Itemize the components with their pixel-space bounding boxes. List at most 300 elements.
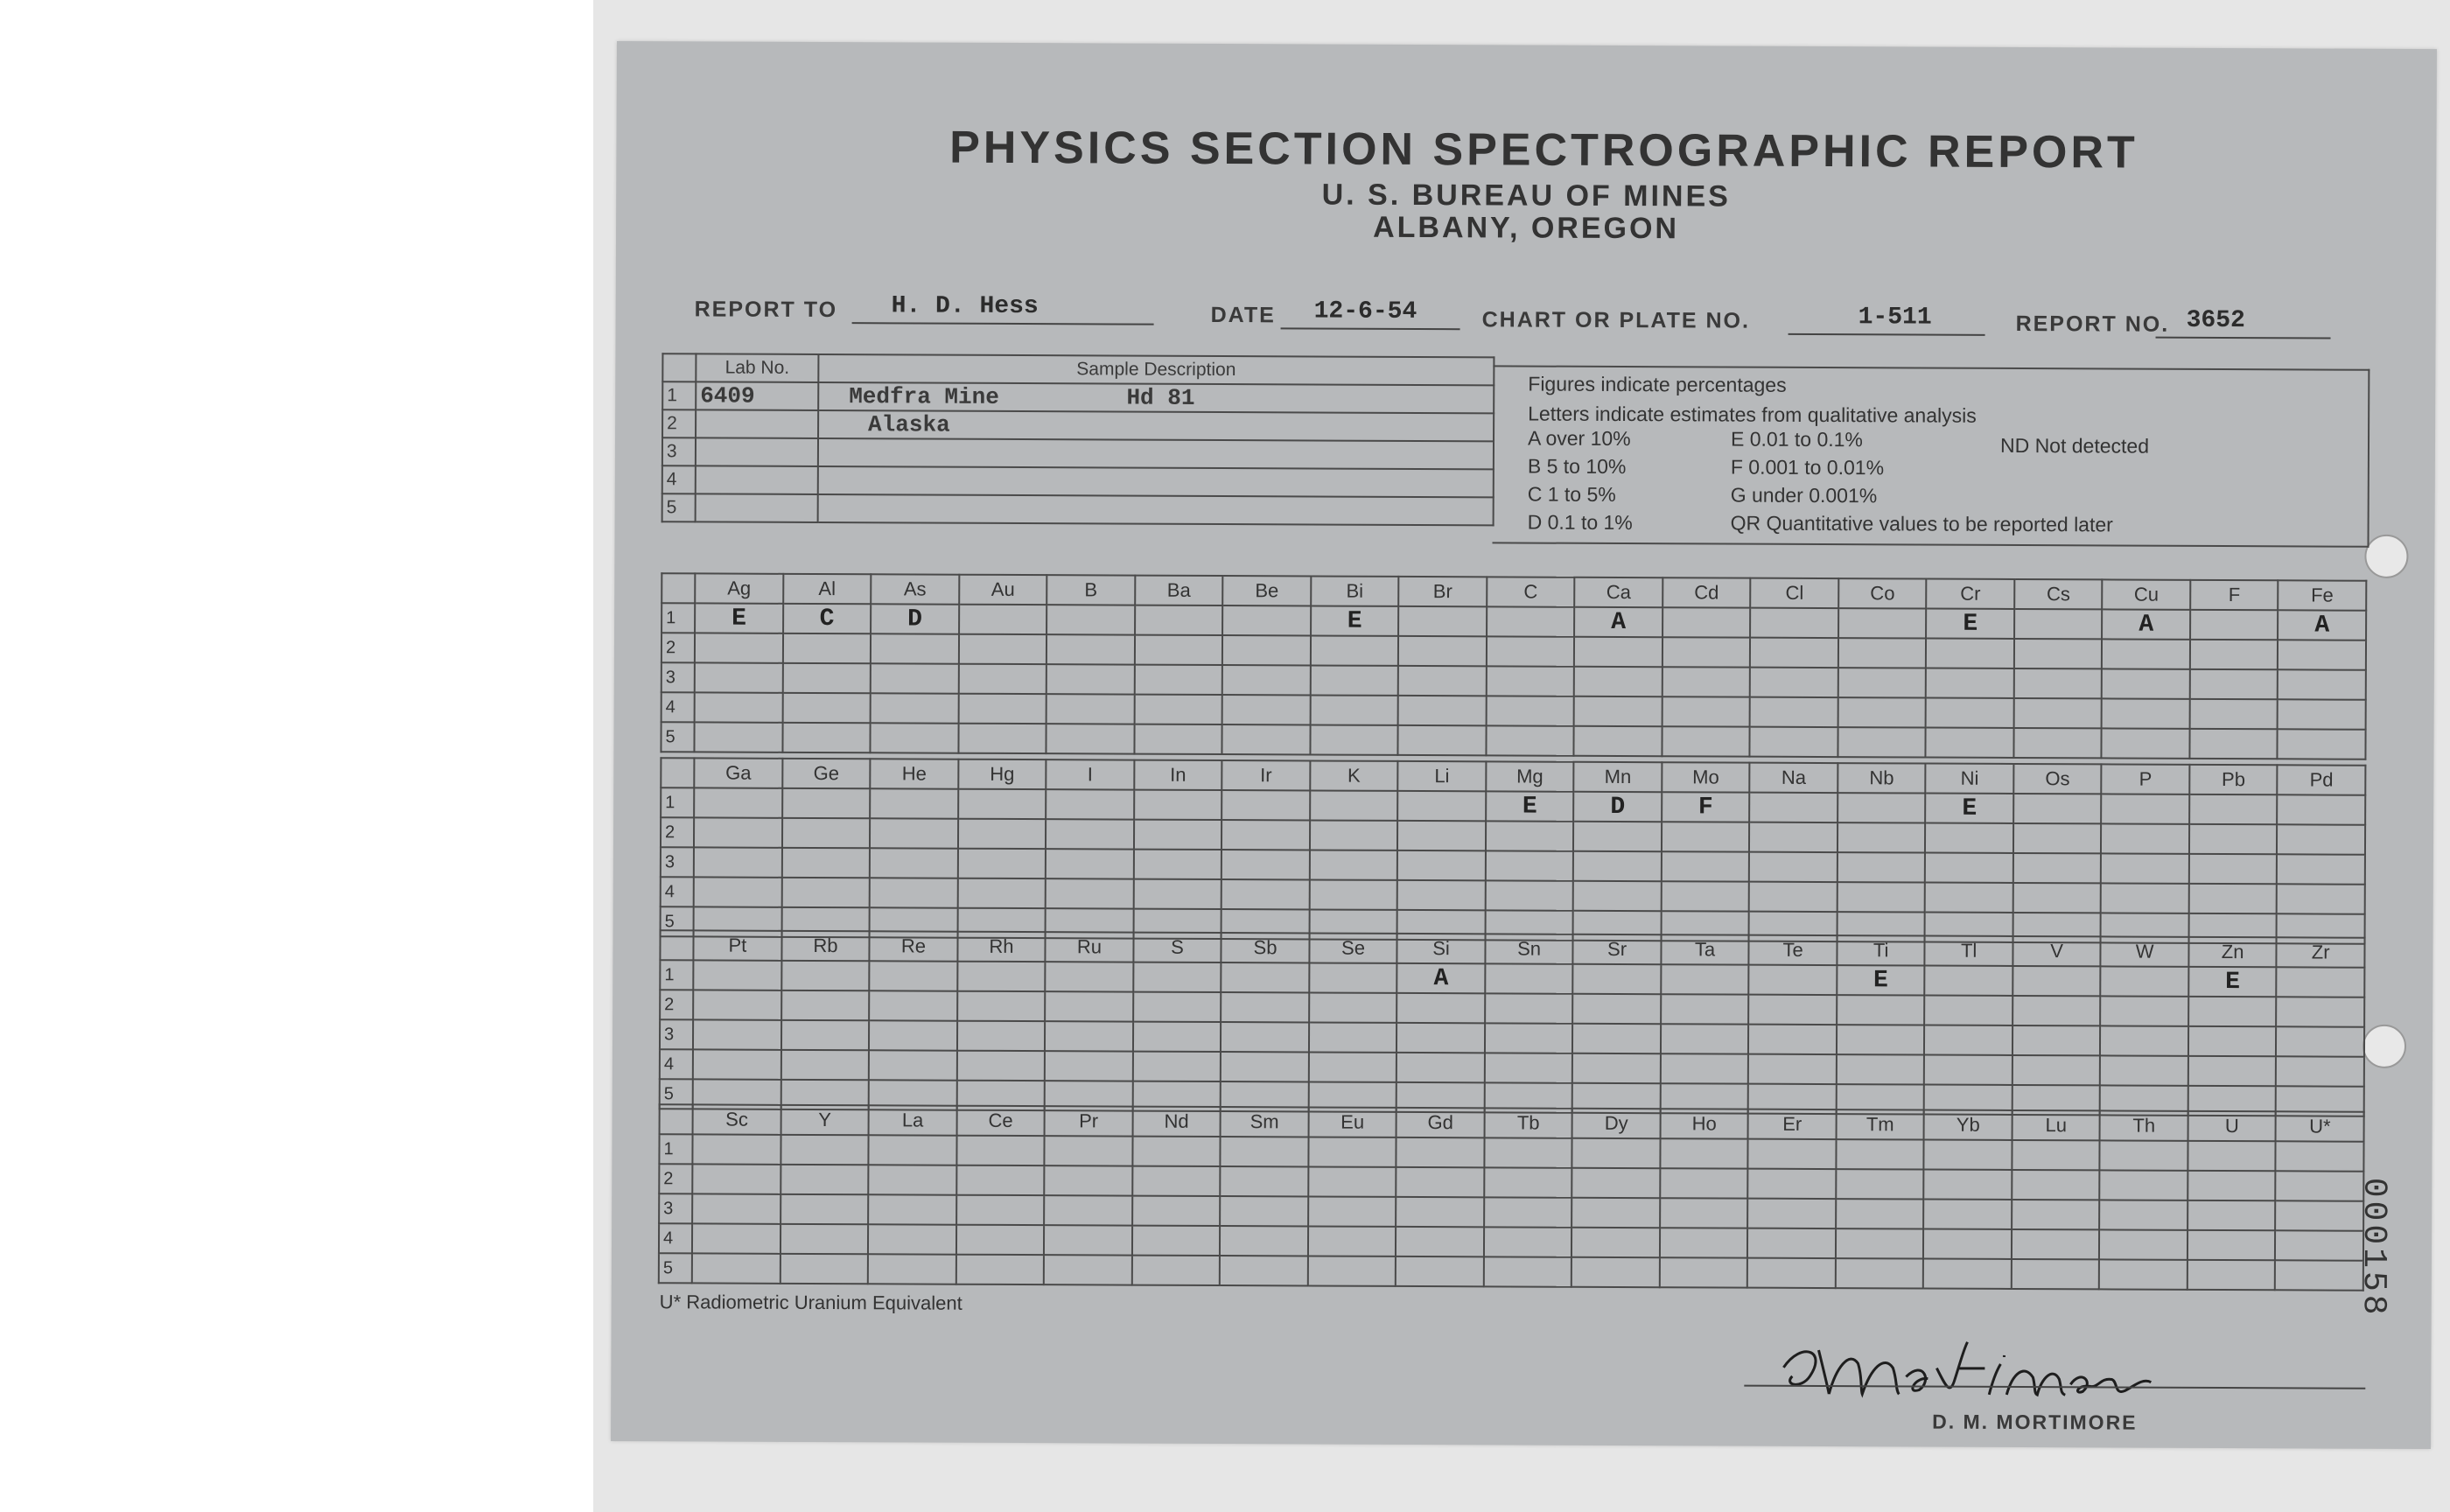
- element-value-cell: [1220, 1256, 1308, 1285]
- element-value-cell: [1487, 636, 1575, 666]
- element-value-cell: [2277, 997, 2365, 1026]
- element-value-cell: [1484, 1227, 1572, 1256]
- element-header: Ta: [1661, 934, 1749, 964]
- element-header: Br: [1399, 577, 1488, 606]
- sample-row-number: 5: [662, 494, 696, 522]
- element-value-cell: [1396, 1197, 1484, 1227]
- sample-row: [662, 410, 1494, 441]
- element-value-cell: [1396, 1138, 1485, 1167]
- element-value-cell: [1397, 880, 1486, 910]
- element-value-cell: [1133, 1052, 1222, 1082]
- element-value-cell: [2013, 728, 2102, 758]
- element-value-cell: [1222, 606, 1311, 635]
- sample-row-number: 2: [662, 410, 696, 438]
- element-value-cell: [2013, 853, 2102, 883]
- element-header: U*: [2276, 1111, 2364, 1141]
- element-value-cell: F: [1662, 792, 1750, 822]
- element-value-cell: [2099, 1229, 2188, 1259]
- element-header: Mg: [1486, 761, 1574, 791]
- element-value-cell: [868, 1224, 956, 1254]
- element-header: Be: [1222, 576, 1311, 606]
- element-value-cell: [1572, 1228, 1660, 1257]
- element-value-cell: [1486, 725, 1574, 755]
- element-value-cell: [2188, 1260, 2276, 1290]
- element-value-cell: [1044, 1225, 1132, 1255]
- element-header: Sm: [1221, 1107, 1309, 1137]
- element-value-cell: [2014, 668, 2103, 698]
- element-value-cell: [957, 878, 1046, 908]
- element-value-cell: [1573, 822, 1662, 851]
- element-value-cell: [692, 1223, 780, 1253]
- element-header: Sc: [693, 1104, 781, 1134]
- element-value-cell: [693, 1049, 781, 1079]
- element-header: Tb: [1484, 1108, 1572, 1138]
- element-value-cell: [958, 664, 1046, 694]
- legend-figures: Figures indicate percentages: [1528, 372, 1787, 396]
- element-value-cell: [1309, 962, 1397, 992]
- lab-no-cell: [696, 438, 818, 466]
- element-value-cell: [1662, 607, 1751, 637]
- element-value-cell: [780, 1165, 869, 1194]
- element-value-cell: [1309, 1022, 1397, 1052]
- element-header: Cr: [1927, 579, 2015, 609]
- element-value-cell: [2099, 1259, 2188, 1289]
- element-header: Zn: [2188, 937, 2277, 967]
- row-number: 5: [660, 1079, 693, 1109]
- element-value-cell: [1661, 1024, 1749, 1054]
- element-header: Ga: [694, 758, 782, 788]
- element-value-cell: [1398, 606, 1487, 636]
- sample-row: [662, 466, 1494, 497]
- row-number: 2: [661, 817, 694, 847]
- element-value-cell: [958, 819, 1046, 849]
- element-value-cell: [1747, 1228, 1836, 1258]
- element-header: Pr: [1045, 1106, 1133, 1136]
- element-value-cell: [2189, 729, 2278, 759]
- element-header: Tm: [1836, 1110, 1924, 1139]
- element-value-cell: [1926, 639, 2014, 668]
- element-value-cell: [1132, 1137, 1221, 1166]
- element-block-2: [660, 757, 2367, 945]
- row-number: 1: [662, 603, 695, 633]
- element-value-cell: [1838, 668, 1927, 697]
- element-value-cell: [1044, 1166, 1132, 1195]
- element-value-cell: [1573, 881, 1662, 911]
- element-value-cell: [1044, 1255, 1132, 1284]
- element-value-cell: [1310, 724, 1398, 754]
- element-value-cell: [1838, 697, 1926, 727]
- element-value-cell: [1925, 853, 2013, 883]
- element-value-cell: [1926, 698, 2014, 728]
- element-header: Pb: [2189, 765, 2278, 794]
- element-value-cell: [1484, 1167, 1572, 1197]
- element-value-cell: [2276, 1200, 2364, 1230]
- element-value-cell: [1308, 1196, 1396, 1226]
- element-value-cell: [2101, 883, 2189, 913]
- element-value-cell: [2189, 884, 2278, 914]
- element-value-cell: [1747, 1199, 1836, 1228]
- chart-plate-underline: [1788, 333, 1985, 336]
- element-header: Fe: [2278, 580, 2367, 610]
- element-value-cell: [1045, 1136, 1133, 1166]
- element-header: I: [1046, 760, 1135, 789]
- element-value-cell: [2012, 996, 2101, 1026]
- element-value-cell: [1748, 1054, 1837, 1084]
- chart-plate-value: 1-511: [1858, 304, 1932, 332]
- element-value-cell: [958, 849, 1046, 878]
- element-value-cell: [870, 788, 958, 818]
- legend-nd: ND Not detected: [1999, 433, 2150, 458]
- element-header: He: [870, 759, 958, 788]
- element-value-cell: [1923, 1200, 2012, 1229]
- report-to-underline: [852, 322, 1154, 326]
- row-number: 2: [662, 633, 695, 662]
- lab-no-cell: [696, 410, 818, 438]
- element-value-cell: [870, 878, 958, 907]
- legend-f: F 0.001 to 0.01%: [1730, 455, 1885, 480]
- element-value-cell: [1134, 695, 1222, 724]
- element-header: As: [871, 574, 959, 604]
- legend-a: A over 10%: [1527, 426, 1631, 451]
- element-value-cell: [1660, 1138, 1748, 1168]
- element-value-cell: [694, 847, 782, 877]
- element-header: C: [1487, 577, 1575, 606]
- sample-row-number: 3: [662, 438, 696, 466]
- element-value-cell: [1045, 1051, 1133, 1081]
- row-number: 5: [659, 1253, 692, 1283]
- element-value-cell: [1748, 1169, 1837, 1199]
- element-value-cell: [2100, 1026, 2188, 1055]
- element-value-cell: [1311, 665, 1399, 695]
- punch-hole-bottom: [2362, 1025, 2406, 1068]
- element-value-cell: [1310, 850, 1398, 879]
- element-header: Ce: [956, 1106, 1045, 1136]
- element-value-cell: [1838, 882, 1926, 912]
- signature-text: [1775, 1315, 1776, 1316]
- element-value-cell: [1836, 1228, 1924, 1258]
- element-header: Au: [959, 575, 1047, 605]
- element-value-cell: [2188, 1056, 2277, 1086]
- element-header: K: [1310, 760, 1398, 790]
- element-value-cell: [2100, 1170, 2188, 1200]
- element-value-cell: [1132, 1196, 1221, 1226]
- element-value-cell: [1836, 1258, 1924, 1288]
- element-value-cell: [2100, 1055, 2188, 1085]
- element-value-cell: [1573, 964, 1662, 994]
- element-value-cell: [782, 723, 871, 752]
- element-header: W: [2101, 936, 2189, 966]
- row-number: 4: [662, 692, 695, 722]
- element-value-cell: [1748, 1025, 1837, 1054]
- element-value-cell: [782, 848, 871, 878]
- row-number: 2: [660, 990, 693, 1019]
- element-value-cell: [958, 694, 1046, 724]
- element-value-cell: [1923, 1259, 2012, 1289]
- element-value-cell: [1222, 850, 1310, 879]
- element-value-cell: E: [1926, 609, 2014, 639]
- element-value-cell: [1749, 852, 1838, 882]
- element-value-cell: [693, 990, 781, 1019]
- row-number: 3: [661, 847, 694, 877]
- element-header: Rh: [957, 932, 1046, 962]
- element-value-cell: [868, 1254, 956, 1284]
- element-value-cell: [693, 1019, 781, 1049]
- element-value-cell: [1747, 1258, 1836, 1288]
- element-value-cell: [1572, 1198, 1660, 1228]
- element-value-cell: [871, 634, 959, 663]
- element-value-cell: [2189, 854, 2278, 884]
- element-value-cell: [1311, 635, 1399, 665]
- element-value-cell: [1750, 608, 1838, 638]
- row-number: 5: [661, 906, 694, 936]
- element-value-cell: [1749, 965, 1838, 995]
- element-value-cell: [1132, 1226, 1221, 1256]
- row-number: 4: [661, 877, 694, 906]
- element-value-cell: [2277, 854, 2365, 884]
- element-value-cell: [1134, 820, 1222, 850]
- element-value-cell: [1310, 695, 1398, 724]
- element-value-cell: [1309, 992, 1397, 1022]
- element-value-cell: [1750, 668, 1838, 697]
- element-value-cell: [695, 662, 783, 692]
- element-header: Cu: [2103, 579, 2191, 609]
- element-value-cell: [1836, 1169, 1924, 1199]
- element-value-cell: [2278, 794, 2366, 824]
- element-value-cell: [2189, 794, 2278, 824]
- element-value-cell: [871, 693, 959, 723]
- sample-description-cell: [818, 494, 1494, 525]
- element-value-cell: [2190, 669, 2278, 699]
- element-value-cell: [1221, 1166, 1309, 1196]
- element-value-cell: [1221, 1137, 1309, 1166]
- element-value-cell: A: [1397, 963, 1486, 993]
- element-value-cell: [1398, 725, 1487, 755]
- element-value-cell: [1046, 605, 1135, 634]
- element-value-cell: [1134, 724, 1222, 754]
- element-value-cell: [1221, 1022, 1309, 1052]
- element-value-cell: [1486, 880, 1574, 910]
- element-value-cell: [2102, 698, 2190, 728]
- element-value-cell: [1574, 637, 1662, 667]
- element-header: In: [1134, 760, 1222, 790]
- element-header: P: [2102, 764, 2190, 794]
- grid-corner: [662, 573, 695, 603]
- element-value-cell: [2275, 1230, 2363, 1260]
- element-value-cell: [1574, 726, 1662, 756]
- element-value-cell: [781, 1020, 870, 1050]
- element-value-cell: [695, 722, 783, 752]
- element-value-cell: [1222, 790, 1310, 820]
- element-header: Pd: [2278, 765, 2366, 794]
- element-row: [661, 722, 2365, 759]
- element-value-cell: [1133, 992, 1222, 1022]
- element-value-cell: [2101, 823, 2189, 853]
- element-header: Ni: [1926, 764, 2014, 794]
- element-value-cell: [1046, 664, 1135, 694]
- element-value-cell: [1574, 667, 1662, 696]
- row-number: 1: [660, 960, 693, 990]
- stamp-number: 000158: [2354, 1177, 2393, 1319]
- signature: [1774, 1315, 2178, 1422]
- element-value-cell: [695, 692, 783, 722]
- legend-box: [1493, 365, 2370, 547]
- element-value-cell: [1398, 666, 1487, 696]
- element-header: Al: [783, 574, 872, 604]
- element-header: Nb: [1838, 763, 1926, 793]
- footnote: U* Radiometric Uranium Equivalent: [659, 1291, 962, 1314]
- element-value-cell: [1485, 963, 1573, 993]
- element-value-cell: [1572, 1054, 1661, 1083]
- element-value-cell: E: [1837, 965, 1925, 995]
- report-no-underline: [2156, 337, 2331, 340]
- element-value-cell: [868, 1194, 956, 1224]
- element-value-cell: [1837, 1054, 1925, 1084]
- element-value-cell: [869, 961, 957, 990]
- printed-name: D. M. MORTIMORE: [1932, 1410, 2138, 1434]
- element-value-cell: [2012, 1055, 2101, 1085]
- element-value-cell: [694, 877, 782, 906]
- element-value-cell: [2102, 794, 2190, 823]
- element-value-cell: [1046, 634, 1135, 664]
- report-title: PHYSICS SECTION SPECTROGRAPHIC REPORT: [949, 122, 2138, 178]
- element-block-3: [659, 929, 2366, 1117]
- element-value-cell: [1397, 791, 1486, 821]
- report-subtitle-bureau: U. S. BUREAU OF MINES: [1321, 178, 1731, 214]
- element-value-cell: [2014, 698, 2103, 728]
- element-value-cell: [1923, 1229, 2012, 1259]
- element-value-cell: [1837, 1025, 1925, 1054]
- element-value-cell: [2278, 640, 2366, 669]
- element-value-cell: D: [871, 604, 959, 634]
- element-value-cell: [1487, 666, 1575, 696]
- element-header: Lu: [2012, 1110, 2100, 1140]
- date-value: 12-6-54: [1313, 298, 1418, 326]
- element-value-cell: [869, 1050, 957, 1080]
- legend-g: G under 0.001%: [1730, 483, 1878, 508]
- element-value-cell: [2275, 1260, 2363, 1290]
- element-value-cell: C: [783, 604, 872, 634]
- element-header: S: [1133, 933, 1222, 962]
- element-value-cell: [1484, 1256, 1572, 1286]
- element-value-cell: [2276, 1026, 2364, 1056]
- element-value-cell: [780, 1135, 869, 1165]
- element-value-cell: [2014, 639, 2103, 668]
- element-value-cell: [1660, 1198, 1748, 1228]
- element-header: Ir: [1222, 760, 1311, 790]
- element-value-cell: [1836, 1139, 1924, 1169]
- row-number: 5: [661, 722, 694, 752]
- element-value-cell: [2190, 699, 2278, 729]
- element-header: Mo: [1662, 762, 1750, 792]
- element-value-cell: [781, 990, 870, 1020]
- element-value-cell: [1662, 726, 1750, 756]
- element-value-cell: [2188, 1200, 2276, 1230]
- date-underline: [1281, 327, 1460, 330]
- sample-row: [662, 382, 1494, 413]
- element-value-cell: A: [2102, 609, 2190, 639]
- element-value-cell: [694, 788, 782, 817]
- element-value-cell: [1045, 1021, 1133, 1051]
- element-value-cell: [1660, 1168, 1748, 1198]
- element-value-cell: [780, 1194, 869, 1224]
- element-value-cell: [1396, 1023, 1485, 1053]
- element-value-cell: E: [2188, 967, 2277, 997]
- element-value-cell: [1662, 637, 1751, 667]
- element-value-cell: [957, 991, 1046, 1021]
- element-header: Ag: [695, 573, 783, 603]
- element-value-cell: D: [1573, 792, 1662, 822]
- element-value-cell: [1485, 1023, 1573, 1053]
- sample-description-cell: [818, 382, 1494, 413]
- element-value-cell: [870, 848, 958, 878]
- element-value-cell: [1662, 822, 1750, 851]
- element-value-cell: [869, 1020, 957, 1050]
- element-value-cell: [959, 605, 1047, 634]
- sample-description-cell: [818, 410, 1494, 441]
- element-header: Te: [1749, 935, 1838, 965]
- element-value-cell: [2102, 639, 2190, 668]
- element-row: [659, 1253, 2363, 1290]
- element-value-cell: [781, 878, 870, 907]
- element-value-cell: [1222, 962, 1310, 992]
- element-value-cell: [1838, 727, 1926, 757]
- element-value-cell: [1837, 995, 1925, 1025]
- element-value-cell: [956, 1166, 1045, 1195]
- element-value-cell: [1046, 878, 1134, 908]
- element-header: F: [2190, 580, 2278, 610]
- element-header: Eu: [1308, 1107, 1396, 1137]
- row-number: 4: [660, 1049, 693, 1079]
- element-value-cell: [1309, 1052, 1397, 1082]
- element-value-cell: [2012, 1140, 2100, 1170]
- element-value-cell: E: [695, 603, 783, 633]
- element-value-cell: [2190, 610, 2278, 640]
- element-value-cell: [1925, 883, 2013, 913]
- element-value-cell: [782, 663, 871, 693]
- element-value-cell: [2101, 853, 2189, 883]
- element-value-cell: [1486, 850, 1574, 880]
- element-value-cell: [2276, 1141, 2364, 1171]
- row-number: 4: [659, 1223, 692, 1253]
- sample-row-number: 4: [662, 466, 696, 494]
- element-value-cell: [782, 693, 871, 723]
- element-value-cell: E: [1926, 794, 2014, 823]
- grid-corner: [660, 1104, 693, 1134]
- element-value-cell: [692, 1194, 780, 1223]
- sample-description-header: Sample Description: [818, 354, 1494, 385]
- element-value-cell: [870, 818, 958, 848]
- sample-row: [662, 494, 1494, 525]
- element-header: Na: [1750, 763, 1838, 793]
- element-value-cell: [1222, 724, 1311, 754]
- element-value-cell: [1044, 1195, 1132, 1225]
- element-value-cell: [1924, 1140, 2012, 1170]
- element-value-cell: [1046, 724, 1135, 753]
- element-value-cell: [2013, 883, 2102, 913]
- sample-description-text: Medfra Mine: [849, 383, 999, 410]
- element-value-cell: [1838, 638, 1927, 668]
- element-value-cell: [2012, 1200, 2100, 1229]
- element-value-cell: [1925, 996, 2013, 1026]
- element-value-cell: [1134, 850, 1222, 879]
- element-value-cell: [2278, 699, 2366, 729]
- element-value-cell: [693, 960, 781, 990]
- element-value-cell: [2190, 640, 2278, 669]
- element-value-cell: [1133, 879, 1222, 909]
- element-value-cell: [1222, 879, 1310, 909]
- element-value-cell: [957, 1051, 1046, 1081]
- element-header: Sb: [1222, 933, 1310, 962]
